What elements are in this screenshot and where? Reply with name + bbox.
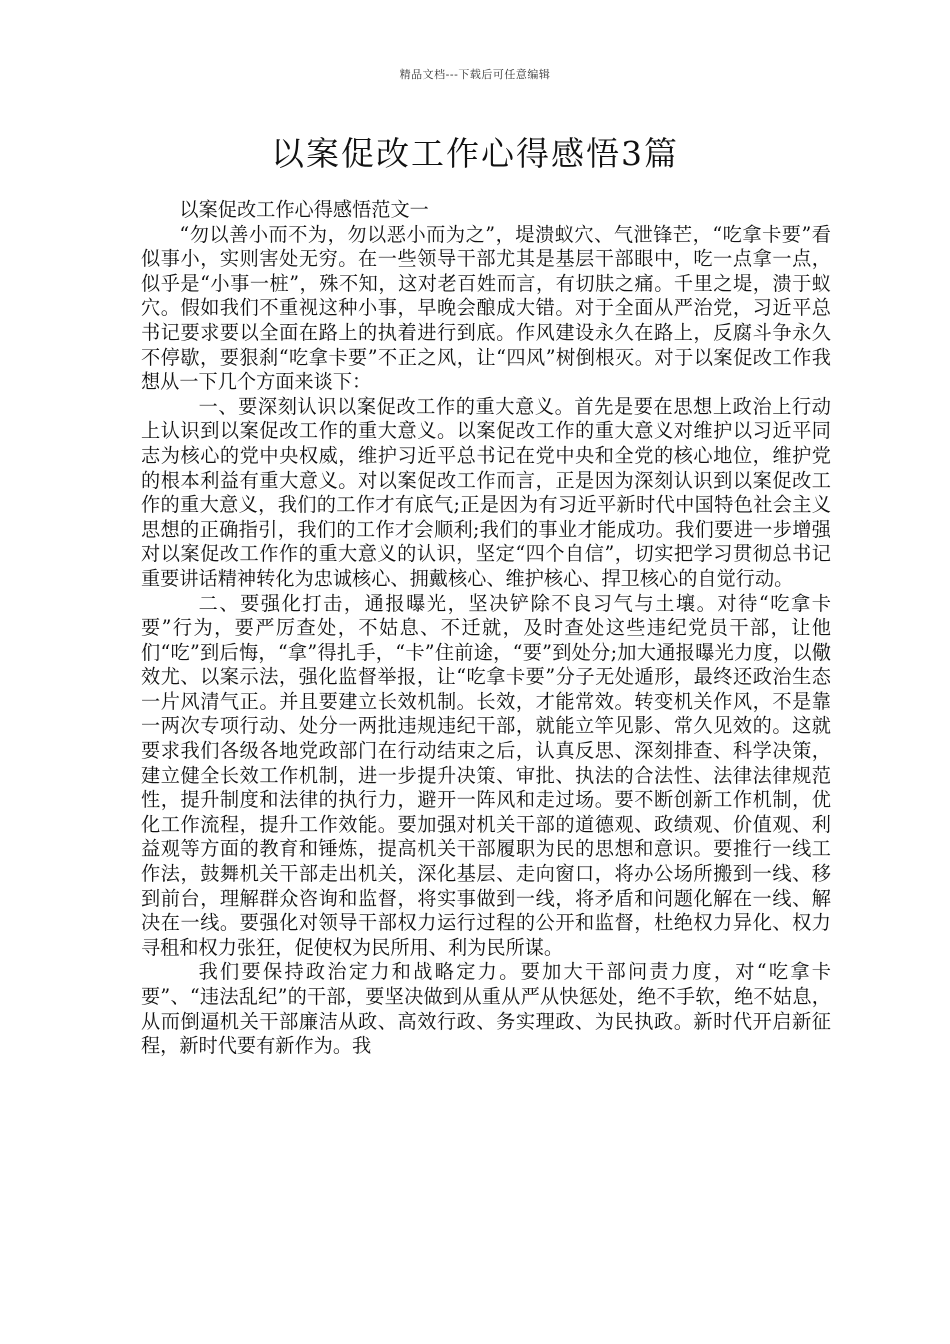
document-body [141, 198, 831, 1059]
document-title: 以案促改工作心得感悟3篇 [271, 134, 679, 173]
section-heading: 以案促改工作心得感悟范文一 [179, 198, 429, 221]
paragraph-point-one: 一、要深刻认识以案促改工作的重大意义。首先是要在思想上政治上行动上认识到以案促改工作的重大意义。以案促改工作的重大意义对维护以习近平同志为核心的党中央权威，维护习近平总书记在党中央和全党的核心地位，维护党的根本利益有重大意义。对以案促改工作而言，正是因为深刻认识到以案促改工作的重大意义，我们的工作才有底气;正是因为有习近平新时代中国特色社会主义思想的正确指引，我们的工作才会顺利;我们的事业才能成功。我们要进一步增强对以案促改工作作的重大意义的认识，坚定“四个自信”，切实把学习贯彻总书记重要讲话精神转化为忠诚核心、拥戴核心、维护核心、捍卫核心的自觉行动。 [141, 394, 831, 590]
paragraph-intro: “勿以善小而不为，勿以恶小而为之”，堤溃蚁穴、气泄锋芒，“吃拿卡要”看似事小，实则害处无穷。在一些领导干部尤其是基层干部眼中，吃一点拿一点，似乎是“小事一桩”，殊不知，这对老百姓而言，有切肤之痛。千里之堤，溃于蚁穴。假如我们不重视这种小事，早晚会酿成大错。对于全面从严治党，习近平总书记要求要以全面在路上的执着进行到底。作风建设永久在路上，反腐斗争永久不停歇，要狠刹“吃拿卡要”不正之风，让“四风”树倒根灭。对于以案促改工作我想从一下几个方面来谈下： [141, 222, 831, 394]
paragraph-point-two: 二、要强化打击，通报曝光，坚决铲除不良习气与土壤。对待“吃拿卡要”行为，要严厉查处，不姑息、不迁就，及时查处这些违纪党员干部，让他们“吃”到后悔，“拿”得扎手，“卡”住前途，“要”到处分;加大通报曝光力度，以儆效尤、以案示法，强化监督举报，让“吃拿卡要”分子无处遁形，最终还政治生态一片风清气正。并且要建立长效机制。长效，才能常效。转变机关作风，不是靠一两次专项行动、处分一两批违规违纪干部，就能立竿见影、常久见效的。这就要求我们各级各地党政部门在行动结束之后，认真反思、深刻排查、科学决策，建立健全长效工作机制，进一步提升决策、审批、执法的合法性、法律法律规范性，提升制度和法律的执行力，避开一阵风和走过场。要不断创新工作机制，优化工作流程，提升工作效能。要加强对机关干部的道德观、政绩观、价值观、利益观等方面的教育和锤炼，提高机关干部履职为民的思想和意识。要推行一线工作法，鼓舞机关干部走出机关，深化基层、走向窗口，将办公场所搬到一线、移到前台，理解群众咨询和监督，将实事做到一线，将矛盾和问题化解在一线、解决在一线。要强化对领导干部权力运行过程的公开和监督，杜绝权力异化、权力寻租和权力张狂，促使权为民所用、利为民所谋。 [141, 591, 831, 959]
paragraph-point-three: 我们要保持政治定力和战略定力。要加大干部问责力度，对“吃拿卡要”、“违法乱纪”的干部，要坚决做到从重从严从快惩处，绝不手软，绝不姑息，从而倒逼机关干部廉洁从政、高效行政、务实理政、为民执政。新时代开启新征程，新时代要有新作为。我 [141, 960, 831, 1058]
header-note: 精品文档---下载后可任意编辑 [399, 68, 551, 81]
